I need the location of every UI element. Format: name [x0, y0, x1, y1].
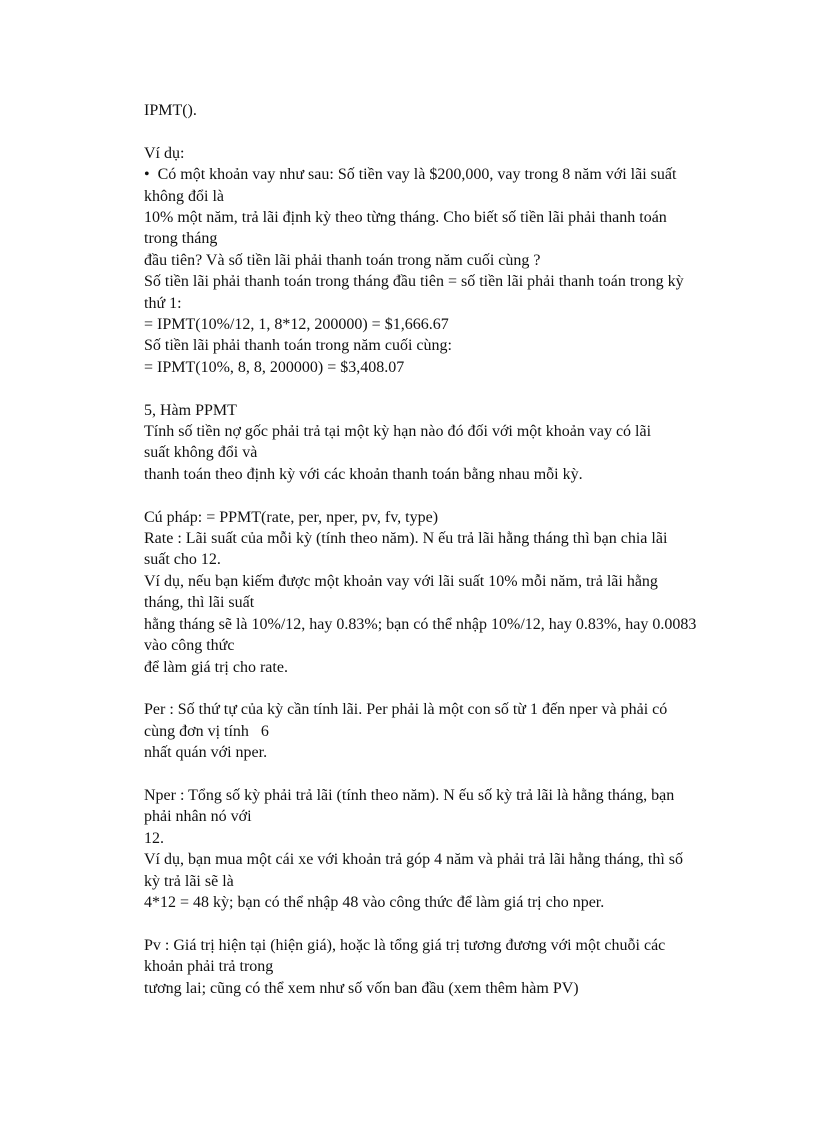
- blank-line: [144, 678, 754, 699]
- text-line: kỳ trả lãi sẽ là: [144, 872, 234, 890]
- text-line: Số tiền lãi phải thanh toán trong tháng đầu tiên = số tiền lãi phải thanh toán trong kỳ: [144, 273, 684, 291]
- text-line: 10% một năm, trả lãi định kỳ theo từng tháng. Cho biết số tiền lãi phải thanh toán: [144, 209, 667, 227]
- syntax-line: Cú pháp: = PPMT(rate, per, nper, pv, fv, type): [144, 508, 439, 526]
- text-line: suất cho 12.: [144, 551, 221, 569]
- text-line: tháng, thì lãi suất: [144, 594, 255, 612]
- text-line: không đổi là: [144, 187, 224, 205]
- blank-line: [144, 378, 754, 399]
- text-line: vào công thức: [144, 637, 235, 655]
- text-line: Rate : Lãi suất của mỗi kỳ (tính theo năm). N ếu trả lãi hằng tháng thì bạn chia lãi: [144, 530, 668, 548]
- text-line: suất không đổi và: [144, 444, 258, 462]
- section-heading: 5, Hàm PPMT: [144, 401, 237, 419]
- text-line: khoản phải trả trong: [144, 958, 274, 976]
- formula-line: = IPMT(10%, 8, 8, 200000) = $3,408.07: [144, 358, 405, 376]
- text-line: Nper : Tổng số kỳ phải trả lãi (tính theo năm). N ếu số kỳ trả lãi là hằng tháng, bạn: [144, 786, 675, 804]
- text-line: thanh toán theo định kỳ với các khoản thanh toán bằng nhau mỗi kỳ.: [144, 465, 583, 483]
- text-line: Ví dụ, nếu bạn kiếm được một khoản vay với lãi suất 10% mỗi năm, trả lãi hằng: [144, 572, 658, 590]
- text-line: thứ 1:: [144, 294, 182, 312]
- blank-line: [144, 121, 754, 142]
- text-line: nhất quán với nper.: [144, 744, 268, 762]
- text-line: IPMT().: [144, 102, 197, 119]
- text-line: Pv : Giá trị hiện tại (hiện giá), hoặc là tổng giá trị tương đương với một chuỗi các: [144, 936, 666, 954]
- blank-line: [144, 485, 754, 506]
- text-line: Per : Số thứ tự của kỳ cần tính lãi. Per phải là một con số từ 1 đến nper và phải có: [144, 701, 668, 719]
- formula-line: = IPMT(10%/12, 1, 8*12, 200000) = $1,666.67: [144, 316, 449, 334]
- blank-line: [144, 764, 754, 785]
- text-line: tương lai; cũng có thể xem như số vốn ban đầu (xem thêm hàm PV): [144, 979, 579, 997]
- text-line: đầu tiên? Và số tiền lãi phải thanh toán trong năm cuối cùng ?: [144, 251, 541, 269]
- text-line: 4*12 = 48 kỳ; bạn có thể nhập 48 vào công thức để làm giá trị cho nper.: [144, 893, 605, 911]
- text-line: để làm giá trị cho rate.: [144, 658, 288, 676]
- text-line: • Có một khoản vay như sau: Số tiền vay là $200,000, vay trong 8 năm với lãi suất: [144, 166, 677, 184]
- text-line: cùng đơn vị tính 6: [144, 722, 269, 740]
- text-line: Tính số tiền nợ gốc phải trả tại một kỳ hạn nào đó đối với một khoản vay có lãi: [144, 423, 652, 441]
- text-line: trong tháng: [144, 230, 218, 248]
- text-line: Ví dụ, bạn mua một cái xe với khoản trả góp 4 năm và phải trả lãi hằng tháng, thì số: [144, 851, 683, 869]
- text-line: 12.: [144, 829, 164, 847]
- example-heading: Ví dụ:: [144, 144, 185, 162]
- text-line: phải nhân nó với: [144, 808, 252, 826]
- text-line: Số tiền lãi phải thanh toán trong năm cuối cùng:: [144, 337, 452, 355]
- text-line: hằng tháng sẽ là 10%/12, hay 0.83%; bạn có thể nhập 10%/12, hay 0.83%, hay 0.0083: [144, 615, 697, 633]
- blank-line: [144, 913, 754, 934]
- document-page: [144, 100, 754, 999]
